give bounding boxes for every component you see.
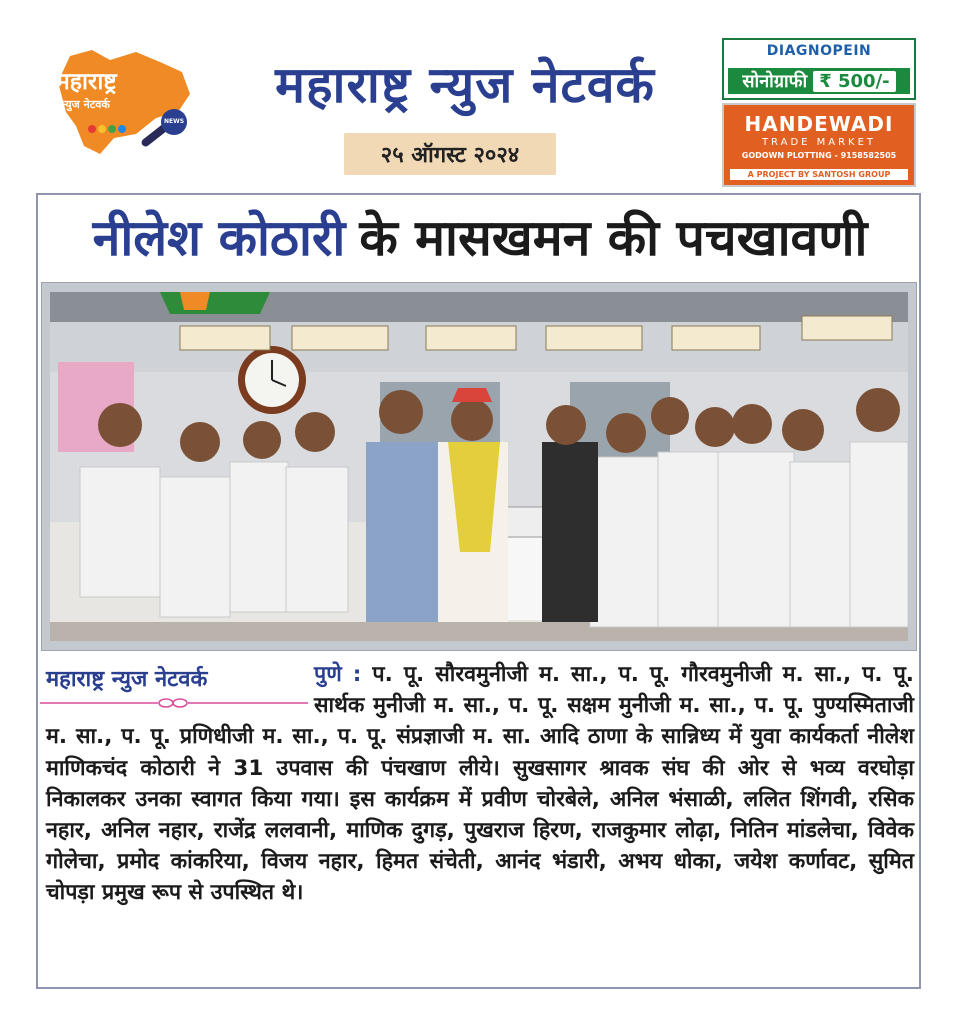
byline: महाराष्ट्र न्युज नेटवर्क xyxy=(46,667,208,692)
ad-price: ₹ 500/- xyxy=(813,71,895,92)
handewadi-ad[interactable] xyxy=(722,103,916,187)
logo-sub-text: न्युज नेटवर्क xyxy=(62,98,110,111)
dateline-city: पुणे : xyxy=(314,662,362,687)
ad-title: HANDEWADI xyxy=(744,112,894,136)
masthead-title: महाराष्ट्र न्युज नेटवर्क xyxy=(275,56,655,114)
ad-strip xyxy=(728,68,910,94)
group-photo-illustration xyxy=(50,292,908,641)
article-text: प. पू. सौरवमुनीजी म. सा., प. पू. गौरवमुनीजी म. सा., प. पू. सार्थक मुनीजी म. सा., प. पू. सक्षम मुनीजी म. सा., प. पू. पुण्यस्मिताजी म. सा., प. पू. प्रणिधीजी म. सा., प. पू. संप्रज्ञाजी म. सा. आदि ठाणा के सान्निध्य में युवा कार्यकर्ता नीलेश माणिकचंद कोठारी ने 31 उपवास की पंचखाण लीये। सुखसागर श्रावक संघ की ओर से भव्य वरघोड़ा निकालकर उनका स्वागत किया गया। इस कार्यक्रम में प्रवीण चोरबेले, अनिल भंसाळी, ललित शिंगवी, रसिक नहार, अनिल नहार, राजेंद्र ललवानी, माणिक दुगड़, पुखराज हिरण, राजकुमार लोढ़ा, नितिन मांडलेचा, विवेक गोलेचा, प्रमोद कांकरिया, विजय नहार, हिमत संचेती, आनंद भंडारी, अभय धोका, जयेश कर्णावट, सुमित चोपड़ा प्रमुख रूप से उपस्थित थे। xyxy=(46,662,914,906)
ad-subtitle: TRADE MARKET xyxy=(761,137,877,148)
logo-state-text: महाराष्ट्र xyxy=(56,69,117,95)
headline xyxy=(40,200,920,272)
ad-brand: DIAGNOPEIN xyxy=(766,43,872,59)
photo-frame xyxy=(41,282,917,651)
headline-name: नीलेश कोठारी xyxy=(92,209,346,267)
ad-service: सोनोग्राफी xyxy=(742,71,808,92)
issue-date: २५ ऑगस्ट २०२४ xyxy=(344,133,556,175)
diagnopein-ad[interactable] xyxy=(722,38,916,100)
ad-footer: A PROJECT BY SANTOSH GROUP xyxy=(730,169,908,180)
group-photo xyxy=(50,292,908,641)
logo xyxy=(40,42,200,162)
logo-mic-label: NEWS xyxy=(164,118,185,125)
headline-rest: के मासखमन की पचखावणी xyxy=(359,209,868,267)
article-body xyxy=(46,659,914,909)
ad-contact: GODOWN PLOTTING - 9158582505 xyxy=(741,151,897,160)
